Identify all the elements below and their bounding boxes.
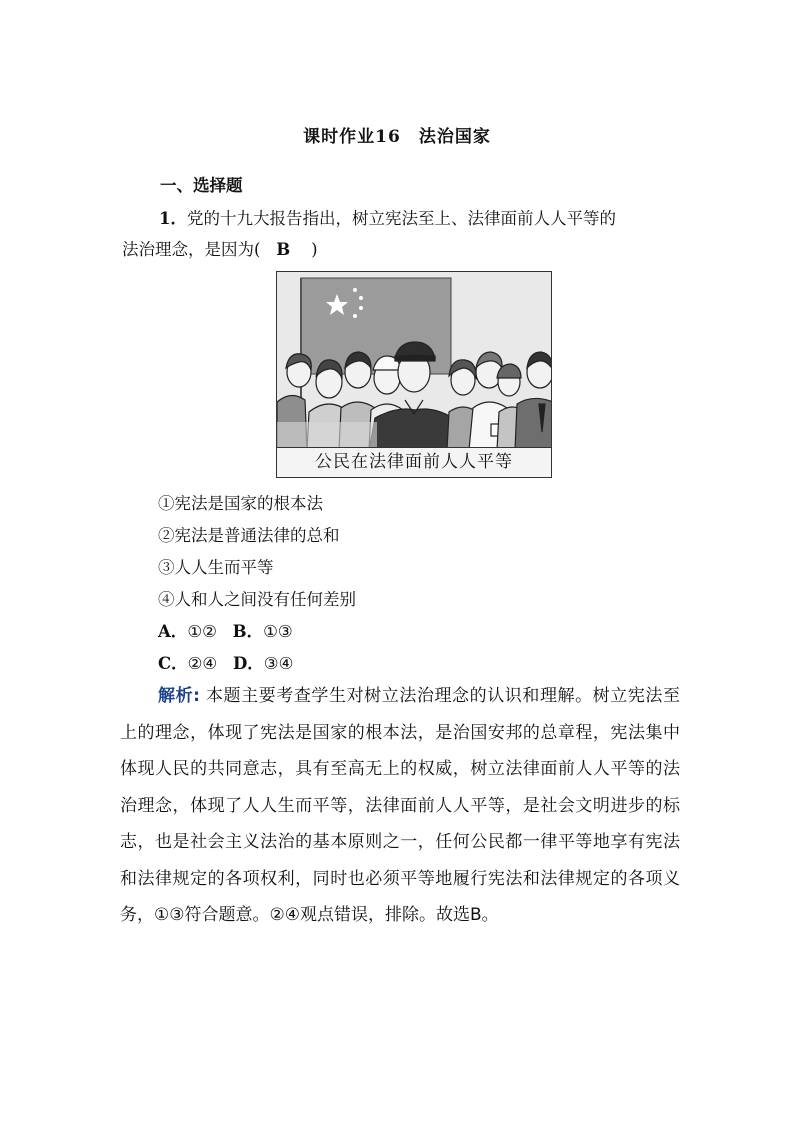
choice-a-label: A． [158,622,188,641]
page-title: 课时作业16 法治国家 [303,127,491,147]
citizens-illustration [277,272,552,450]
choices-row-2 [158,650,293,674]
choice-d-label: D． [232,654,264,673]
question-1: 1．党的十九大报告指出，树立宪法至上、法律面前人人平等的 法治理念，是因为( B ) [122,209,616,259]
answer-letter: B [276,240,291,259]
choice-c-label: C． [158,654,188,673]
section-heading: 一、选择题 [160,176,243,195]
illustration-figure [276,271,552,478]
choices-row-1 [158,618,293,642]
statement-2: ②宪法是普通法律的总和 [158,526,340,545]
figure-caption: 公民在法律面前人人平等 [277,447,551,477]
analysis-label: 解析: [158,686,200,706]
statement-1: ①宪法是国家的根本法 [158,494,323,513]
analysis-paragraph [120,678,680,934]
choice-c-value: ②④ [187,654,218,673]
question-text-line2: 法治理念，是因为( [122,240,261,259]
question-text-line1: 党的十九大报告指出，树立宪法至上、法律面前人人平等的 [186,209,616,228]
statement-4: ④人和人之间没有任何差别 [158,590,356,609]
question-number: 1． [159,209,187,228]
choice-d-value: ③④ [263,654,294,673]
choice-b-label: B． [232,622,264,641]
statement-3: ③人人生而平等 [158,558,274,577]
analysis-text: 本题主要考查学生对树立法治理念的认识和理解。树立宪法至上的理念，体现了宪法是国家的根本法，是治国安邦的总章程，宪法集中体现人民的共同意志，具有至高无上的权威，树立法律面前人人平等的法治理念，体现了人人生而平等，法律面前人人平等，是社会文明进步的标志，也是社会主义法治的基本原则之一，任何公民都一律平等地享有宪法和法律规定的各项权利，同时也必须平等地履行宪法和法律规定的各项义务，①③符合题意。②④观点错误，排除。故选B。 [120,686,680,925]
choice-b-value: ①③ [263,622,293,641]
choice-a-value: ①② [187,622,217,641]
